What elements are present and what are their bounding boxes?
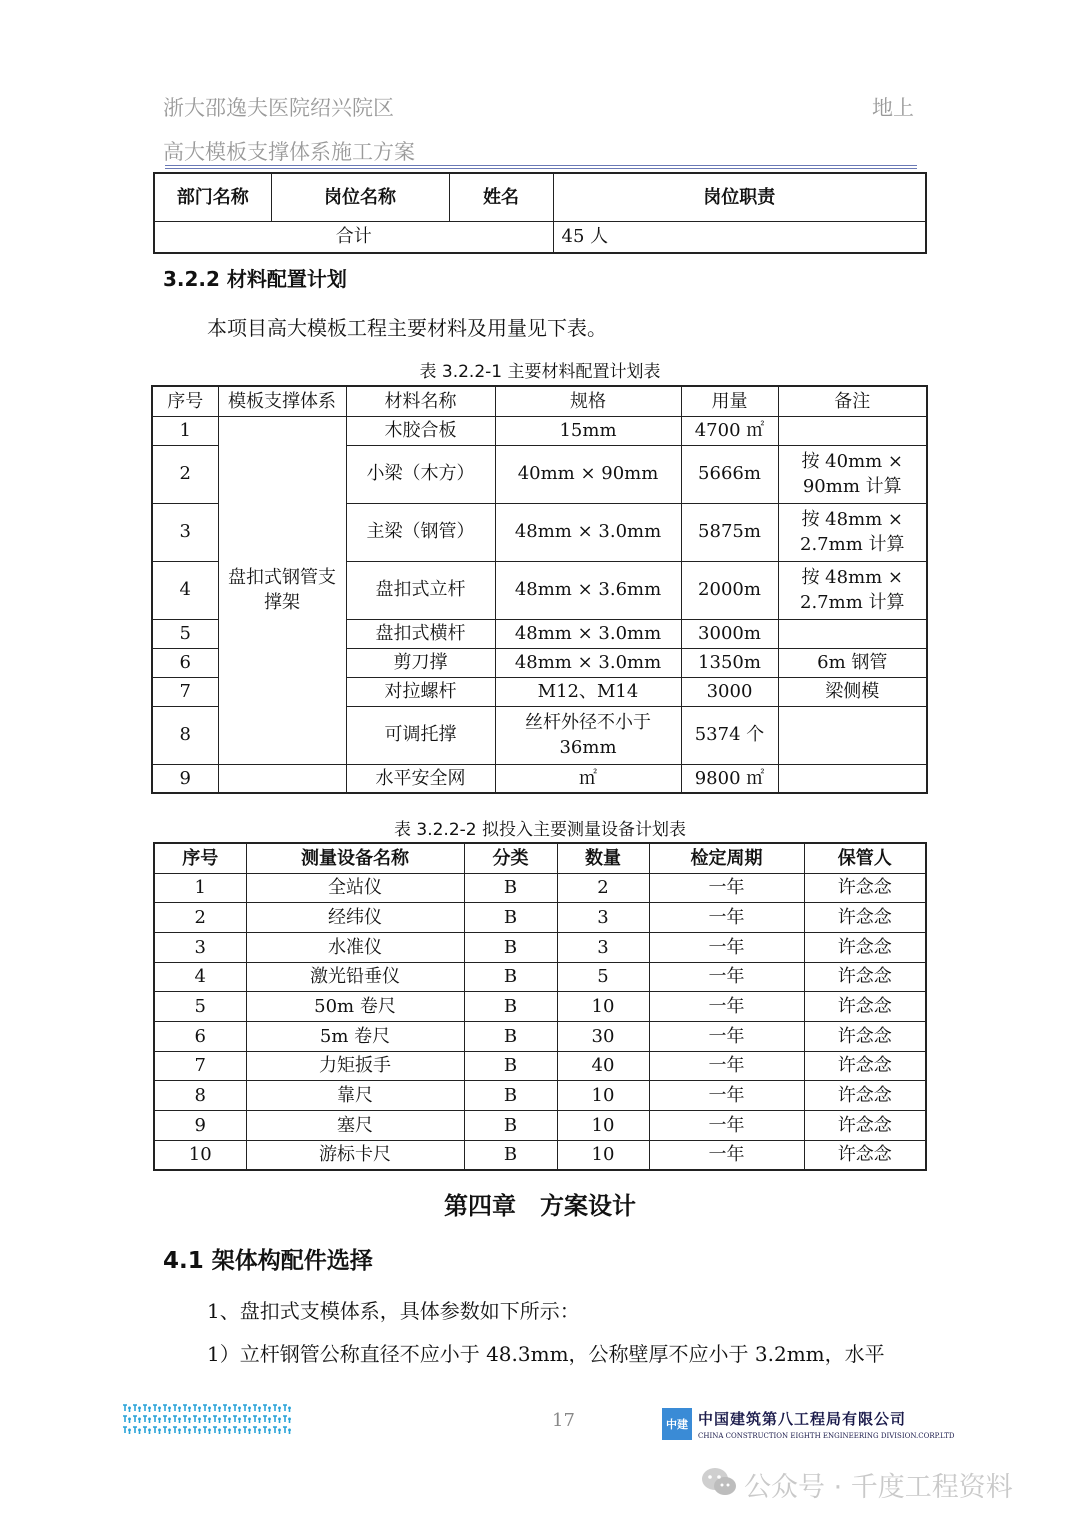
cell-cat: B: [464, 1140, 557, 1170]
cell-qty: 9800 ㎡: [681, 764, 778, 793]
cell-qty: 3: [557, 932, 649, 962]
cell-name: 小梁（木方）: [346, 445, 495, 503]
cell-spec: M12、M14: [495, 677, 681, 706]
cell-keeper: 许念念: [804, 1081, 926, 1111]
materials-header-no: 序号: [152, 386, 218, 416]
cell-cat: B: [464, 1081, 557, 1111]
cell-qty: 3000m: [681, 619, 778, 648]
company-name-en: CHINA CONSTRUCTION EIGHTH ENGINEERING DIVISION.CORP.LTD: [698, 1432, 955, 1440]
cell-period: 一年: [649, 1021, 804, 1051]
cell-note: 按 48mm × 2.7mm 计算: [778, 561, 927, 619]
cell-name: 力矩扳手: [246, 1051, 464, 1081]
materials-header-note: 备注: [778, 386, 927, 416]
materials-system-label: 盘扣式钢管支撑架: [228, 566, 336, 613]
cell-period: 一年: [649, 962, 804, 992]
table-row: [154, 992, 926, 1022]
cell-cat: B: [464, 992, 557, 1022]
cell-name: 50m 卷尺: [246, 992, 464, 1022]
cell-note: [778, 706, 927, 764]
table-row: [152, 416, 927, 445]
cell-period: 一年: [649, 932, 804, 962]
cell-spec: ㎡: [495, 764, 681, 793]
cell-no: 9: [154, 1111, 246, 1141]
equipment-table: [153, 842, 927, 1171]
materials-table: [151, 385, 928, 794]
cell-name: 塞尺: [246, 1111, 464, 1141]
cell-note: [778, 619, 927, 648]
cell-no: 4: [154, 962, 246, 992]
cell-no: 1: [154, 873, 246, 903]
cell-keeper: 许念念: [804, 903, 926, 933]
cell-no: 2: [152, 445, 218, 503]
cell-qty: 2000m: [681, 561, 778, 619]
cell-spec: 48mm × 3.0mm: [495, 648, 681, 677]
header-section: 地上: [872, 96, 914, 120]
cell-qty: 5: [557, 962, 649, 992]
chapter-title: 第四章 方案设计: [444, 1192, 636, 1220]
equipment-header-qty: 数量: [557, 843, 649, 873]
cell-no: 2: [154, 903, 246, 933]
cell-no: 8: [154, 1081, 246, 1111]
cell-no: 8: [152, 706, 218, 764]
equipment-header-keeper: 保管人: [804, 843, 926, 873]
cell-name: 盘扣式横杆: [346, 619, 495, 648]
cell-cat: B: [464, 1021, 557, 1051]
cell-qty: 3000: [681, 677, 778, 706]
cell-qty: 5666m: [681, 445, 778, 503]
cell-name: 游标卡尺: [246, 1140, 464, 1170]
cell-period: 一年: [649, 1111, 804, 1141]
cell-keeper: 许念念: [804, 873, 926, 903]
equipment-header-cat: 分类: [464, 843, 557, 873]
cell-period: 一年: [649, 992, 804, 1022]
page-number: 17: [552, 1410, 575, 1431]
cell-no: 6: [152, 648, 218, 677]
cell-keeper: 许念念: [804, 1140, 926, 1170]
cell-spec: 40mm × 90mm: [495, 445, 681, 503]
cell-note: 6m 钢管: [778, 648, 927, 677]
cell-qty: 3: [557, 903, 649, 933]
cell-period: 一年: [649, 1140, 804, 1170]
cell-name: 5m 卷尺: [246, 1021, 464, 1051]
cell-cat: B: [464, 932, 557, 962]
cell-qty: 4700 ㎡: [681, 416, 778, 445]
cell-no: 3: [152, 503, 218, 561]
table-row: [154, 1111, 926, 1141]
section-322-title: 3.2.2 材料配置计划: [163, 267, 347, 291]
cell-no: 7: [154, 1051, 246, 1081]
staff-header-post: 岗位名称: [271, 173, 449, 221]
header-doc-title: 高大模板支撑体系施工方案: [163, 140, 415, 164]
cell-no: 7: [152, 677, 218, 706]
cell-qty: 5374 个: [681, 706, 778, 764]
section-41-para2: 1）立杆钢管公称直径不应小于 48.3mm，公称壁厚不应小于 3.2mm，水平: [207, 1342, 885, 1366]
materials-header-system: 模板支撑体系: [218, 386, 346, 416]
watermark-text: 公众号 · 千度工程资料: [744, 1472, 1013, 1503]
cell-no: 5: [152, 619, 218, 648]
cell-note: 按 40mm × 90mm 计算: [778, 445, 927, 503]
cell-spec: 48mm × 3.6mm: [495, 561, 681, 619]
cell-name: 经纬仪: [246, 903, 464, 933]
table-row: [154, 932, 926, 962]
equipment-caption: 表 3.2.2-2 拟投入主要测量设备计划表: [393, 820, 686, 840]
equipment-header-period: 检定周期: [649, 843, 804, 873]
cell-cat: B: [464, 873, 557, 903]
table-row: [154, 1140, 926, 1170]
cell-period: 一年: [649, 873, 804, 903]
cell-period: 一年: [649, 1081, 804, 1111]
equipment-header-no: 序号: [154, 843, 246, 873]
section-41-para1: 1、盘扣式支模体系，具体参数如下所示：: [207, 1299, 580, 1323]
cell-qty: 10: [557, 992, 649, 1022]
staff-total-label: 合计: [154, 221, 553, 253]
section-322-intro: 本项目高大模板工程主要材料及用量见下表。: [207, 316, 607, 340]
staff-header-name: 姓名: [449, 173, 553, 221]
cell-keeper: 许念念: [804, 1051, 926, 1081]
cell-spec: 48mm × 3.0mm: [495, 503, 681, 561]
cell-keeper: 许念念: [804, 992, 926, 1022]
cell-name: 激光铅垂仪: [246, 962, 464, 992]
cell-name: 主梁（钢管）: [346, 503, 495, 561]
cell-keeper: 许念念: [804, 962, 926, 992]
table-row: [154, 1051, 926, 1081]
cell-name: 盘扣式立杆: [346, 561, 495, 619]
cell-name: 木胶合板: [346, 416, 495, 445]
cell-note: [778, 764, 927, 793]
company-name-cn: 中国建筑第八工程局有限公司: [698, 1410, 907, 1428]
cell-name: 剪刀撑: [346, 648, 495, 677]
table-row: [154, 962, 926, 992]
header-project: 浙大邵逸夫医院绍兴院区: [163, 96, 394, 120]
cell-period: 一年: [649, 1051, 804, 1081]
materials-system-cell: [218, 416, 346, 764]
cell-cat: B: [464, 903, 557, 933]
materials-caption: 表 3.2.2-1 主要材料配置计划表: [419, 362, 661, 382]
cell-qty: 40: [557, 1051, 649, 1081]
cell-note: 按 48mm × 2.7mm 计算: [778, 503, 927, 561]
staff-table: [153, 172, 927, 254]
cell-cat: B: [464, 1111, 557, 1141]
cell-qty: 10: [557, 1111, 649, 1141]
cell-no: 4: [152, 561, 218, 619]
cell-no: 3: [154, 932, 246, 962]
cell-spec: 15mm: [495, 416, 681, 445]
cell-name: 水平安全网: [346, 764, 495, 793]
materials-header-qty: 用量: [681, 386, 778, 416]
section-41-title: 4.1 架体构配件选择: [163, 1248, 373, 1274]
cell-no: 5: [154, 992, 246, 1022]
cell-period: 一年: [649, 903, 804, 933]
materials-header-name: 材料名称: [346, 386, 495, 416]
cell-note: 梁侧模: [778, 677, 927, 706]
materials-header-spec: 规格: [495, 386, 681, 416]
table-row: [152, 764, 927, 793]
cell-qty: 5875m: [681, 503, 778, 561]
staff-total-value: 45 人: [553, 221, 926, 253]
table-row: [154, 1081, 926, 1111]
cell-keeper: 许念念: [804, 932, 926, 962]
cell-no: 9: [152, 764, 218, 793]
cell-no: 10: [154, 1140, 246, 1170]
cell-qty: 2: [557, 873, 649, 903]
cell-name: 对拉螺杆: [346, 677, 495, 706]
equipment-header-name: 测量设备名称: [246, 843, 464, 873]
cell-name: 可调托撑: [346, 706, 495, 764]
cell-no: 1: [152, 416, 218, 445]
table-row: [154, 873, 926, 903]
cell-cat: B: [464, 962, 557, 992]
cell-no: 6: [154, 1021, 246, 1051]
footer-decorative-pattern: [122, 1403, 292, 1437]
cell-note: [778, 416, 927, 445]
cell-name: 水准仪: [246, 932, 464, 962]
header-rule: [165, 165, 917, 169]
cell-spec: 48mm × 3.0mm: [495, 619, 681, 648]
cell-name: 全站仪: [246, 873, 464, 903]
staff-header-dept: 部门名称: [154, 173, 271, 221]
cell-qty: 10: [557, 1140, 649, 1170]
cell-keeper: 许念念: [804, 1111, 926, 1141]
cell-qty: 30: [557, 1021, 649, 1051]
cell-qty: 1350m: [681, 648, 778, 677]
company-logo-icon: 中建: [662, 1408, 692, 1440]
cell-spec: 丝杆外径不小于 36mm: [495, 706, 681, 764]
table-row: [154, 1021, 926, 1051]
cell-keeper: 许念念: [804, 1021, 926, 1051]
cell-qty: 10: [557, 1081, 649, 1111]
cell-cat: B: [464, 1051, 557, 1081]
cell-name: 靠尺: [246, 1081, 464, 1111]
staff-header-duty: 岗位职责: [553, 173, 926, 221]
cell-system-empty: [218, 764, 346, 793]
table-row: [154, 903, 926, 933]
wechat-icon: [700, 1466, 738, 1498]
